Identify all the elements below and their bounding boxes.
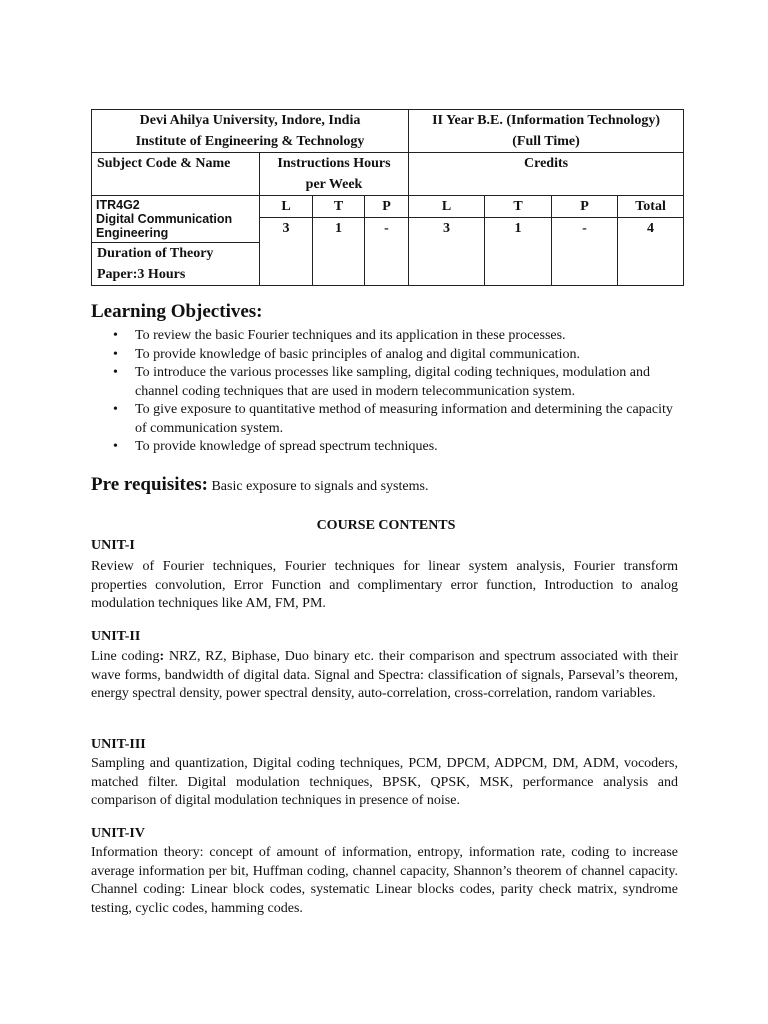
course-contents-heading: COURSE CONTENTS (316, 518, 456, 533)
institution-cell (92, 110, 409, 153)
duration-cell (92, 243, 260, 286)
course-header-table (91, 109, 684, 286)
instructions-cell (260, 153, 409, 196)
objective-text: To review the basic Fourier techniques and its application in these processes. (135, 328, 566, 343)
list-item (91, 438, 681, 457)
bullet-icon: • (113, 365, 118, 380)
unit-text: Sampling and quantization, Digital coding techniques, PCM, DPCM, ADPCM, DM, ADM, vocoders, matched filter. Digital modulation techniques, BPSK, QPSK, MSK, performance analysis and comparison of digital modulation techniques in presence of noise. (91, 756, 678, 808)
objective-text: To provide knowledge of spread spectrum techniques. (135, 439, 438, 454)
credits-label: Credits (409, 153, 684, 196)
objectives-list (91, 327, 681, 457)
unit-text: Information theory: concept of amount of information, entropy, information rate, coding to increase average information per bit, Huffman coding, channel capacity, Shannon’s theorem of channel capacity. Channel coding: Linear block codes, systematic Linear blocks codes, parity check matrix, syndrome testing, cyclic codes, hamming codes. (91, 845, 678, 916)
subject-name-line2: Engineering (96, 226, 169, 240)
col-header: Total (618, 196, 684, 218)
list-item (91, 327, 681, 346)
value-cell: 4 (618, 218, 684, 286)
prerequisites-text: Basic exposure to signals and systems. (207, 479, 429, 494)
list-item (91, 346, 681, 365)
instructions-label: Instructions Hours (277, 156, 391, 171)
duration-line2: Paper:3 Hours (97, 267, 186, 282)
university-name: Devi Ahilya University, Indore, India (139, 113, 361, 128)
line-coding-term: Line coding (91, 649, 160, 664)
list-item (91, 401, 681, 438)
bullet-icon: • (113, 402, 118, 417)
col-header: P (365, 196, 409, 218)
value-cell: - (552, 218, 618, 286)
duration-line1: Duration of Theory (97, 246, 214, 261)
subject-code: ITR4G2 (96, 198, 140, 212)
unit-text (91, 648, 678, 704)
value-cell: - (365, 218, 409, 286)
col-header: P (552, 196, 618, 218)
unit-title: UNIT-III (91, 737, 146, 752)
value-cell: 1 (313, 218, 365, 286)
program-year: II Year B.E. (Information Technology) (432, 113, 660, 128)
instructions-label-2: per Week (305, 177, 363, 192)
value-cell: 3 (260, 218, 313, 286)
bullet-icon: • (113, 328, 118, 343)
program-mode: (Full Time) (512, 134, 580, 149)
list-item (91, 364, 681, 401)
bullet-icon: • (113, 346, 118, 362)
subject-label: Subject Code & Name (92, 153, 260, 196)
institute-name: Institute of Engineering & Technology (135, 134, 365, 149)
unit-body: NRZ, RZ, Biphase, Duo binary etc. their comparison and spectrum associated with their wave forms, bandwidth of digital data. Signal and Spectra: classification of signals, Parseval’s theorem, energy spectral density, power spectral density, auto-correlation, cross-correlation, random variables. (91, 649, 678, 701)
value-cell: 1 (485, 218, 552, 286)
subject-code-name-cell (92, 196, 260, 243)
learning-objectives-heading: Learning Objectives: (91, 301, 263, 322)
program-cell (409, 110, 684, 153)
objective-text: To provide knowledge of basic principles of analog and digital communication. (135, 346, 580, 362)
col-header: T (485, 196, 552, 218)
unit-title: UNIT-I (91, 538, 135, 553)
value-cell: 3 (409, 218, 485, 286)
prerequisites (91, 474, 428, 496)
col-header: T (313, 196, 365, 218)
objective-text: To give exposure to quantitative method of measuring information and determining the capacity of communication system. (135, 402, 673, 436)
col-header: L (260, 196, 313, 218)
col-header: L (409, 196, 485, 218)
objective-text: To introduce the various processes like sampling, digital coding techniques, modulation and channel coding techniques that are used in modern telecommunication system. (135, 365, 650, 399)
subject-name-line1: Digital Communication (96, 212, 233, 226)
line-coding-colon: : (159, 649, 165, 664)
unit-title: UNIT-II (91, 629, 141, 644)
unit-text: Review of Fourier techniques, Fourier techniques for linear system analysis, Fourier transform properties convolution, Error Function and complimentary error function, Introduction to analog modulation techniques like AM, FM, PM. (91, 559, 678, 611)
unit-title: UNIT-IV (91, 826, 145, 841)
prerequisites-label: Pre requisites: (91, 474, 208, 495)
bullet-icon: • (113, 439, 118, 454)
